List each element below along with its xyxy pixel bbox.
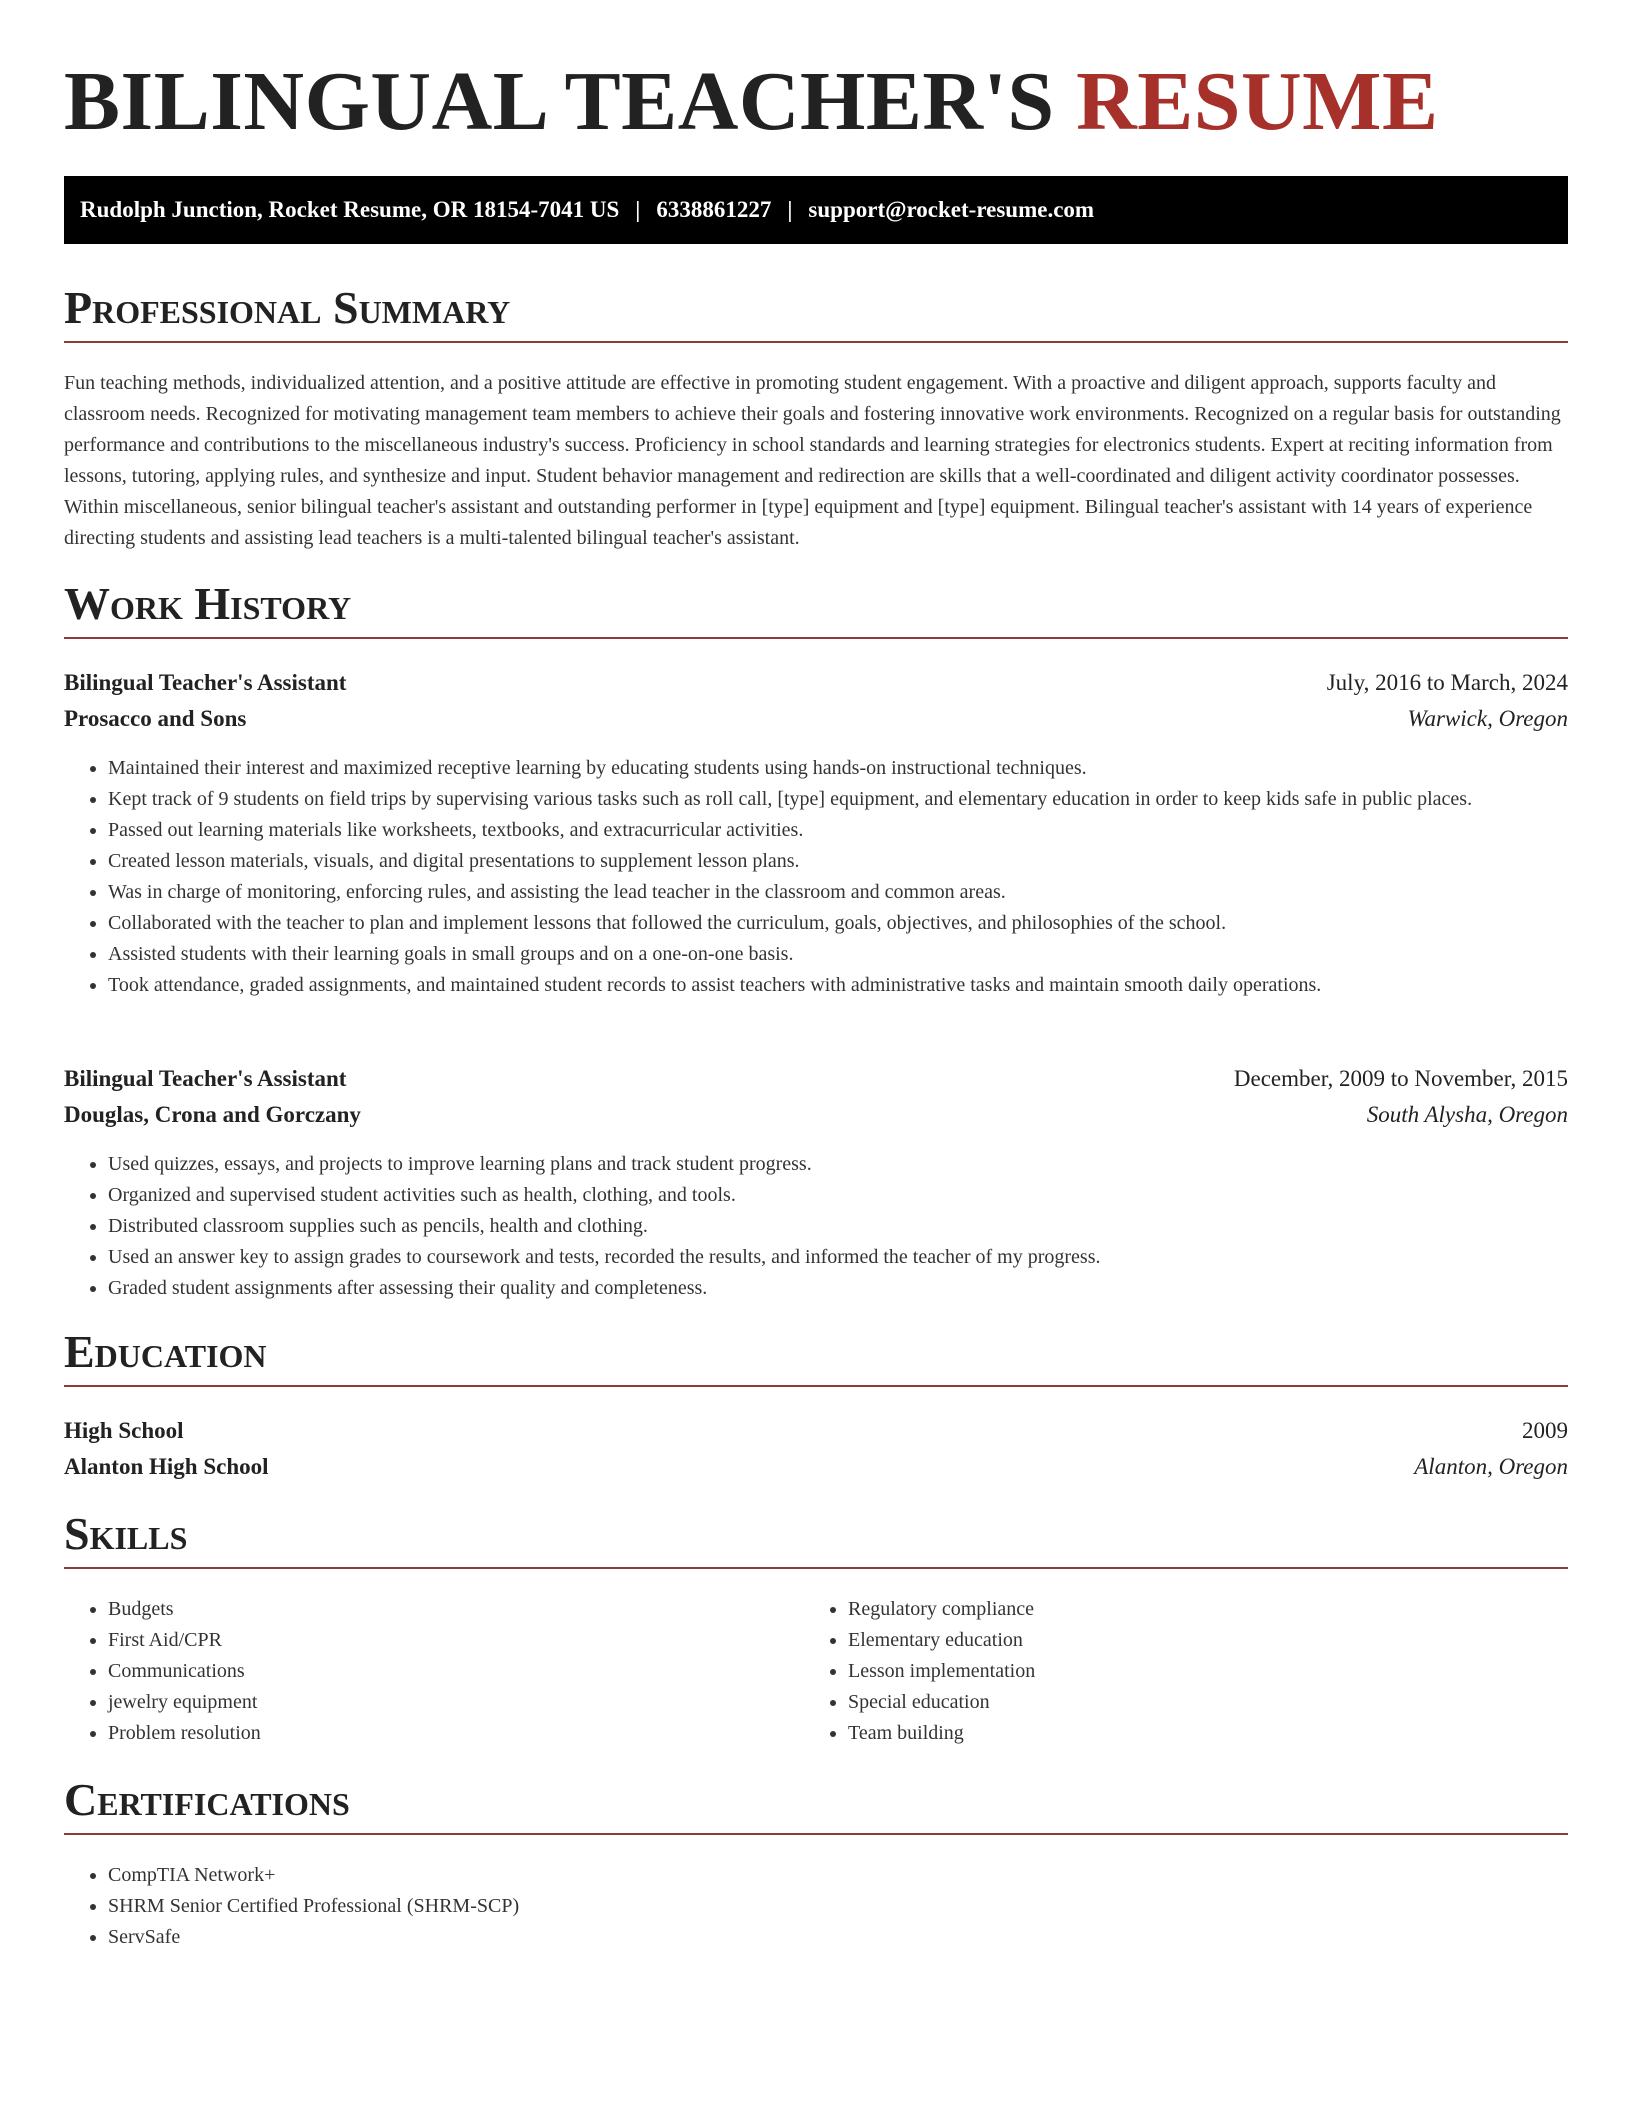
job-dates: December, 2009 to November, 2015 <box>1233 1066 1568 1091</box>
education-school: Alanton High School <box>64 1454 269 1479</box>
education-school-row <box>64 1452 1568 1482</box>
list-item: • Collaborated with the teacher to plan and implement lessons that followed the curriculum, goals, objectives, and philosophies of the school. <box>108 908 1612 939</box>
contact-address: Rudolph Junction, Rocket Resume, OR 18154-7041 US <box>80 197 620 222</box>
list-item: • Kept track of 9 students on field trips by supervising various tasks such as roll call, [type] equipment, and elementary education in order to keep kids safe in public places. <box>108 784 1612 815</box>
title-main: BILINGUAL TEACHER'S <box>64 55 1055 148</box>
list-item: • jewelry equipment <box>108 1687 848 1718</box>
job-company-row <box>64 1100 1568 1130</box>
list-item: • First Aid/CPR <box>108 1625 848 1656</box>
list-item: • Organized and supervised student activities such as health, clothing, and tools. <box>108 1180 1612 1211</box>
list-item: • Graded student assignments after assessing their quality and completeness. <box>108 1273 1612 1304</box>
contact-bar <box>64 176 1568 244</box>
section-heading-education: Education <box>64 1326 1568 1387</box>
section-heading-work: Work History <box>64 578 1568 639</box>
education-degree: High School <box>64 1418 184 1443</box>
education-year: 2009 <box>1522 1418 1568 1443</box>
skills-list-right <box>804 1594 1612 1749</box>
list-item: • Maintained their interest and maximized receptive learning by educating students using hands-on instructional techniques. <box>108 753 1612 784</box>
list-item: • SHRM Senior Certified Professional (SHRM-SCP) <box>108 1891 1612 1922</box>
job-header-row <box>64 1064 1568 1094</box>
list-item: • Special education <box>848 1687 1612 1718</box>
list-item: • Passed out learning materials like worksheets, textbooks, and extracurricular activities. <box>108 815 1612 846</box>
education-row <box>64 1416 1568 1446</box>
list-item: • CompTIA Network+ <box>108 1860 1612 1891</box>
contact-email: support@rocket-resume.com <box>808 197 1095 222</box>
list-item: • Problem resolution <box>108 1718 848 1749</box>
certifications-list <box>64 1860 1612 1953</box>
section-heading-summary: Professional Summary <box>64 282 1568 343</box>
section-heading-certifications: Certifications <box>64 1774 1568 1835</box>
resume-title <box>64 52 1438 153</box>
job-bullets <box>64 753 1612 1001</box>
job-dates: July, 2016 to March, 2024 <box>1326 670 1568 695</box>
list-item: • Communications <box>108 1656 848 1687</box>
list-item: • ServSafe <box>108 1922 1612 1953</box>
list-item: • Was in charge of monitoring, enforcing rules, and assisting the lead teacher in the classroom and common areas. <box>108 877 1612 908</box>
list-item: • Team building <box>848 1718 1612 1749</box>
education-location: Alanton, Oregon <box>1414 1454 1568 1479</box>
summary-text: Fun teaching methods, individualized attention, and a positive attitude are effective in promoting student engagement. With a proactive and diligent approach, supports faculty and classroom needs. Recognized for motivating management team members to achieve their goals and fostering innovative work environments. Recognized on a regular basis for outstanding performance and contributions to the miscellaneous industry's success. Proficiency in school standards and learning strategies for electronics students. Expert at reciting information from lessons, tutoring, applying rules, and synthesize and input. Student behavior management and redirection are skills that a well-coordinated and diligent activity coordinator possesses. Within miscellaneous, senior bilingual teacher's assistant and outstanding performer in [type] equipment and [type] equipment. Bilingual teacher's assistant with 14 years of experience directing students and assisting lead teachers is a multi-talented bilingual teacher's assistant. <box>64 372 1561 549</box>
job-company: Douglas, Crona and Gorczany <box>64 1102 361 1127</box>
contact-phone: 6338861227 <box>656 197 772 222</box>
list-item: • Distributed classroom supplies such as pencils, health and clothing. <box>108 1211 1612 1242</box>
job-company-row <box>64 704 1568 734</box>
job-bullets <box>64 1149 1612 1304</box>
job-title: Bilingual Teacher's Assistant <box>64 1066 347 1091</box>
job-location: South Alysha, Oregon <box>1366 1102 1568 1127</box>
skills-list-left <box>64 1594 848 1749</box>
job-header-row <box>64 668 1568 698</box>
list-item: • Budgets <box>108 1594 848 1625</box>
section-heading-skills: Skills <box>64 1508 1568 1569</box>
list-item: • Lesson implementation <box>848 1656 1612 1687</box>
list-item: • Used an answer key to assign grades to coursework and tests, recorded the results, and informed the teacher of my progress. <box>108 1242 1612 1273</box>
contact-separator: | <box>787 197 793 222</box>
job-title: Bilingual Teacher's Assistant <box>64 670 347 695</box>
title-accent: RESUME <box>1076 55 1439 148</box>
list-item: • Created lesson materials, visuals, and digital presentations to supplement lesson plans. <box>108 846 1612 877</box>
job-location: Warwick, Oregon <box>1407 706 1568 731</box>
contact-separator: | <box>635 197 641 222</box>
list-item: • Assisted students with their learning goals in small groups and on a one-on-one basis. <box>108 939 1612 970</box>
list-item: • Used quizzes, essays, and projects to improve learning plans and track student progress. <box>108 1149 1612 1180</box>
list-item: • Took attendance, graded assignments, and maintained student records to assist teachers with administrative tasks and maintain smooth daily operations. <box>108 970 1612 1001</box>
list-item: • Regulatory compliance <box>848 1594 1612 1625</box>
job-company: Prosacco and Sons <box>64 706 247 731</box>
list-item: • Elementary education <box>848 1625 1612 1656</box>
